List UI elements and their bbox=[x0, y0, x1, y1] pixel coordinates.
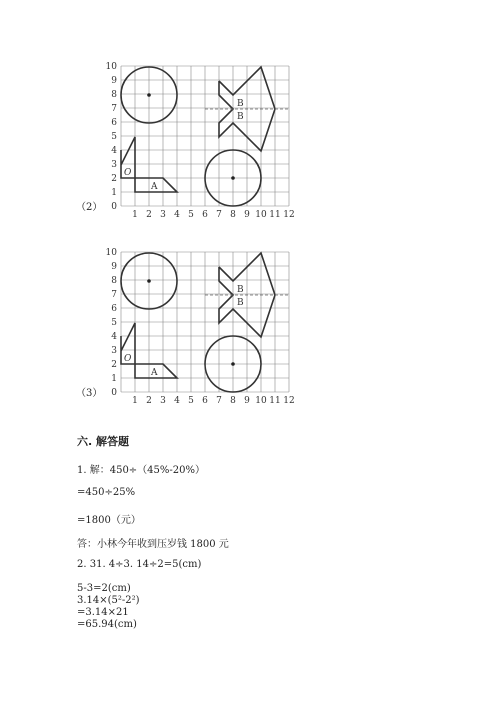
y-tick-label: 7 bbox=[111, 290, 117, 300]
y-tick-label: 8 bbox=[111, 90, 117, 100]
x-tick-label: 2 bbox=[146, 396, 152, 406]
grid-figure-3 bbox=[0, 246, 500, 406]
x-tick-label: 4 bbox=[174, 210, 180, 220]
x-tick-label: 6 bbox=[202, 210, 208, 220]
math-line: 5-3=2(cm) bbox=[77, 583, 131, 594]
y-tick-label: 9 bbox=[111, 76, 117, 86]
x-tick-label: 12 bbox=[283, 210, 295, 220]
y-tick-label: 3 bbox=[111, 160, 117, 170]
y-tick-label: 3 bbox=[111, 346, 117, 356]
x-tick-label: 10 bbox=[255, 210, 267, 220]
y-tick-label: 0 bbox=[111, 388, 117, 398]
y-tick-label: 5 bbox=[111, 132, 117, 142]
y-tick-label: 10 bbox=[105, 62, 117, 72]
y-tick-labels bbox=[106, 248, 118, 398]
grid-figure-2 bbox=[0, 60, 500, 220]
x-tick-labels bbox=[132, 396, 295, 406]
y-tick-label: 2 bbox=[111, 360, 117, 370]
y-tick-label: 6 bbox=[111, 118, 117, 128]
x-tick-label: 2 bbox=[146, 210, 152, 220]
y-tick-label: 5 bbox=[111, 318, 117, 328]
label-o: O bbox=[124, 354, 132, 364]
label-b-bottom: B bbox=[237, 112, 244, 122]
math-line: 3.14×(5²-2²) bbox=[77, 595, 140, 606]
x-tick-label: 11 bbox=[269, 210, 281, 220]
label-a: A bbox=[151, 182, 158, 192]
y-tick-label: 7 bbox=[111, 104, 117, 114]
x-tick-label: 8 bbox=[230, 396, 236, 406]
figure-2 bbox=[0, 60, 500, 220]
x-tick-label: 5 bbox=[188, 210, 194, 220]
math-line: =65.94(cm) bbox=[77, 619, 137, 630]
circle-bottom-center bbox=[231, 176, 235, 180]
x-tick-label: 8 bbox=[230, 210, 236, 220]
x-tick-label: 7 bbox=[216, 210, 222, 220]
label-b-top: B bbox=[237, 99, 244, 109]
y-tick-label: 0 bbox=[111, 202, 117, 212]
figure-label: （3） bbox=[76, 388, 103, 399]
figure-3 bbox=[0, 246, 500, 406]
x-tick-label: 4 bbox=[174, 396, 180, 406]
x-tick-label: 5 bbox=[188, 396, 194, 406]
x-tick-label: 10 bbox=[255, 396, 267, 406]
x-tick-label: 11 bbox=[269, 396, 281, 406]
y-tick-label: 4 bbox=[111, 146, 117, 156]
x-tick-label: 12 bbox=[283, 396, 295, 406]
answer-line: 答：小林今年收到压岁钱 1800 元 bbox=[77, 539, 229, 550]
y-tick-label: 9 bbox=[111, 262, 117, 272]
label-a: A bbox=[151, 368, 158, 378]
figure-label: （2） bbox=[76, 202, 103, 213]
label-b-bottom: B bbox=[237, 298, 244, 308]
label-b-top: B bbox=[237, 285, 244, 295]
circle-top-center bbox=[147, 279, 151, 283]
grid-lines bbox=[121, 66, 289, 206]
section-heading: 六. 解答题 bbox=[77, 435, 130, 448]
circle-top-center bbox=[147, 93, 151, 97]
y-tick-label: 6 bbox=[111, 304, 117, 314]
x-tick-label: 1 bbox=[132, 396, 138, 406]
answer-line: =1800（元） bbox=[77, 515, 141, 526]
answer-line: 1. 解：450÷（45%-20%） bbox=[77, 465, 206, 476]
y-tick-label: 2 bbox=[111, 174, 117, 184]
y-tick-label: 4 bbox=[111, 332, 117, 342]
x-tick-label: 3 bbox=[160, 396, 166, 406]
y-tick-labels bbox=[106, 62, 118, 212]
label-o: O bbox=[124, 168, 132, 178]
y-tick-label: 10 bbox=[105, 248, 117, 258]
y-tick-label: 8 bbox=[111, 276, 117, 286]
y-tick-label: 1 bbox=[111, 374, 117, 384]
grid-lines bbox=[121, 252, 289, 392]
x-tick-label: 9 bbox=[244, 396, 250, 406]
math-line: =3.14×21 bbox=[77, 607, 129, 618]
answer-line: 2. 31. 4÷3. 14÷2=5(cm) bbox=[77, 559, 202, 570]
y-tick-label: 1 bbox=[111, 188, 117, 198]
x-tick-labels bbox=[132, 210, 295, 220]
x-tick-label: 7 bbox=[216, 396, 222, 406]
answer-line: =450÷25% bbox=[77, 487, 136, 498]
circle-bottom-center bbox=[231, 362, 235, 366]
x-tick-label: 9 bbox=[244, 210, 250, 220]
x-tick-label: 1 bbox=[132, 210, 138, 220]
x-tick-label: 6 bbox=[202, 396, 208, 406]
x-tick-label: 3 bbox=[160, 210, 166, 220]
